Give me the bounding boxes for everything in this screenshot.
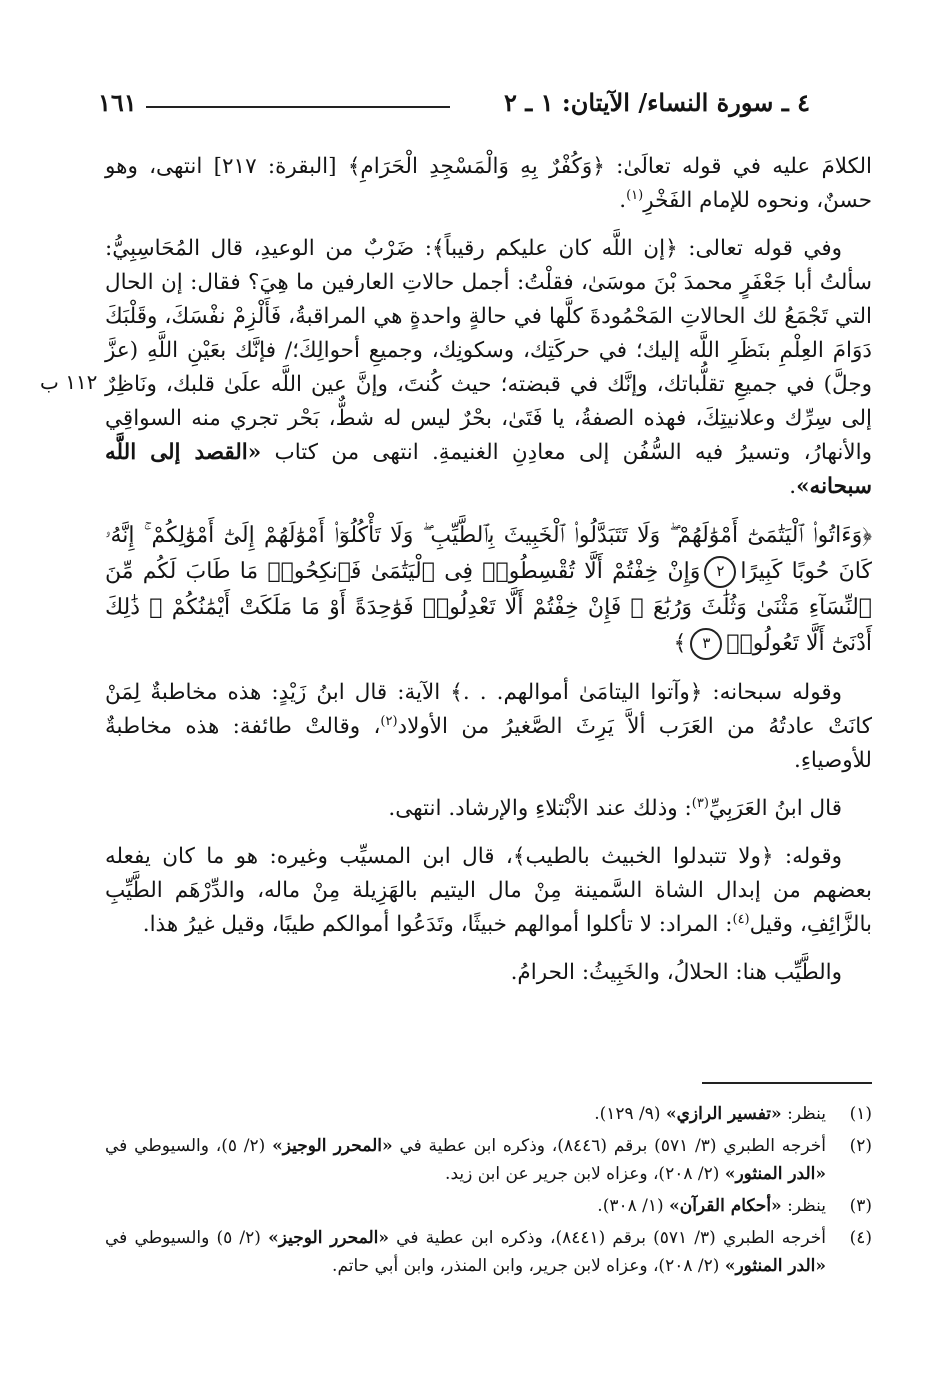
footnote-text [105, 1224, 826, 1280]
text: ، قال ابن المسيِّب وغيره: هو ما كان يفعله بعضهم من إبدال الشاة السَّمينة مِنْ مال اليتيم بالهَزِيلة مِنْ ماله، والدِّرْهَم الطَّيِّبِ بالزَّائِفِ، وقيل [105, 844, 872, 937]
page-number: ١٦١ [98, 88, 137, 117]
running-title: ٤ ـ سورة النساء/ الآيتان: ١ ـ ٢ [504, 88, 810, 117]
text: (١/ ٣٠٨). [597, 1196, 670, 1216]
footnotes [105, 1100, 872, 1284]
text: قال ابنُ العَرَبِيِّ [708, 796, 842, 821]
text: (٢/ ٢٠٨)، وعزاه لابن جرير عن ابن زيد. [445, 1164, 725, 1184]
paragraph-3 [105, 676, 872, 778]
ayah-number-icon: ٣ [690, 628, 722, 660]
text: . [619, 188, 627, 213]
text: ، وقالتْ طائفة: هذه مخاطبةٌ للأوصياءِ. [105, 714, 872, 773]
text: ينظر: [781, 1196, 826, 1216]
text: وفي قوله تعالى: [677, 236, 843, 261]
text: أخرجه الطبري (٣/ ٥٧١) برقم (٨٤٤٦)، وذكره ابن عطية في [392, 1136, 826, 1156]
paragraph-4 [105, 792, 872, 826]
paragraph-2 [105, 232, 872, 504]
text: . [789, 474, 797, 499]
quran-quote: ﴿ولا تتبدلوا الخبيث بالطيب﴾ [512, 844, 774, 869]
text: الكلامَ عليه في قوله تعالَىٰ: [604, 154, 873, 179]
footnote-2 [105, 1132, 872, 1188]
text: : المراد: لا تأكلوا أموالهم خبيثًا، وتَدَعُوا أموالكم طيبًا، وقيل غيرُ هذا. [142, 912, 733, 937]
footnote-text [105, 1100, 826, 1128]
text: (٢/ ٥)، والسيوطي في [105, 1136, 273, 1156]
footnote-number: (٣) [849, 1196, 872, 1216]
book-title: «القصد إلى اللَّه سبحانه» [105, 440, 872, 499]
cited-title: «المحرر الوجيز» [268, 1228, 390, 1248]
footnote-number: (٤) [849, 1228, 872, 1248]
quran-quote: ﴿وَكُفْرٌ بِهِ وَالْمَسْجِدِ الْحَرَامِ﴾ [347, 154, 605, 179]
cited-title: «الدر المنثور» [724, 1256, 826, 1276]
header-rule [146, 106, 450, 108]
text: (٢/ ٥) والسيوطي في [105, 1228, 269, 1248]
footnote-4 [105, 1224, 872, 1280]
text: : ضَرْبٌ من الوعيدِ، قال المُحَاسِبِيُّ: سألتُ أبا جَعْفَرٍ محمدَ بْنَ موسَىٰ، فقلْتُ: أجمل حالاتِ العارفين ما هِيَ؟ فقال: إن الحال التي تَجْمَعُ لك الحالاتِ المَحْمُودةَ كلَّها في حالةٍ واحدةٍ هي المراقبةُ، فَأَلْزِمْ نفْسَكَ، وقَلْبَكَ دَوَامَ العِلْمِ بنَظَرِ اللَّه إليك؛ في حركَتِك، وسكونِك، وجميعِ أحوالِكَ؛/ فإنَّك بعَيْنِ اللَّهِ (عزَّ وجلَّ) في جميعِ تقلُّباتك، وإنَّك في قبضته؛ حيث كُنتَ، وإنَّ عين اللَّه علَىٰ قلبك، ونَاظِرٌ إلى سِرِّك وعلانيتِكَ، فهذه الصفةُ، يا فَتَىٰ، بحْرٌ ليس له شطٌّ، بَحْر تجري منه السواقِي والأنهارُ، وتسيرُ فيه السُّفُن إلى معادِنِ الغنيمةِ. انتهى من كتاب [105, 236, 872, 465]
footnote-number: (١) [849, 1104, 872, 1124]
cited-title: «أحكام القرآن» [669, 1196, 782, 1216]
main-text [105, 150, 872, 1004]
footnote-ref-1: (١) [626, 187, 644, 203]
quran-quote: ﴿إن اللَّه كان عليكم رقيباً﴾ [431, 236, 678, 261]
verse-open-bracket: ﴿ [862, 523, 872, 548]
paragraph-6 [105, 956, 872, 990]
footnote-text [105, 1132, 826, 1188]
quran-quote: ﴿وآتوا اليتامَىٰ أموالهم. . .﴾ [450, 680, 703, 705]
footnote-ref-3: (٣) [691, 795, 709, 811]
text: ينظر: [781, 1104, 826, 1124]
footnote-text [105, 1192, 826, 1220]
cited-title: «المحرر الوجيز» [272, 1136, 393, 1156]
paragraph-5 [105, 840, 872, 942]
footnote-1 [105, 1100, 872, 1128]
page-header [98, 88, 810, 122]
verse-text-3: وَإِنْ خِفْتُمْ أَلَّا تُقْسِطُوا۟ فِى ٱلْيَتَٰمَىٰ فَٱنكِحُوا۟ مَا طَابَ لَكُم مِّنَ ٱلنِّسَآءِ مَثْنَىٰ وَثُلَٰثَ وَرُبَٰعَ ۖ فَإِنْ خِفْتُمْ أَلَّا تَعْدِلُوا۟ فَوَٰحِدَةً أَوْ مَا مَلَكَتْ أَيْمَٰنُكُمْ ۚ ذَٰلِكَ أَدْنَىٰٓ أَلَّا تَعُولُوا۟ [105, 559, 872, 656]
text: : وذلك عند الاْبْتلاءِ والإرشاد. انتهى. [388, 796, 692, 821]
footnote-3 [105, 1192, 872, 1220]
text: وقوله سبحانه: [702, 680, 842, 705]
text: (٩/ ١٢٩). [594, 1104, 666, 1124]
paragraph-1 [105, 150, 872, 218]
text: الآية: قال ابنُ زَيْدٍ: هذه مخاطبةٌ لِمَنْ كانَتْ عادتُهُ من العَرَب ألاَّ يَرِثَ الصَّغيرُ من الأولاد [105, 680, 872, 739]
verse-text-2: وَءَاتُوا۟ ٱلْيَتَٰمَىٰٓ أَمْوَٰلَهُمْ ۖ وَلَا تَتَبَدَّلُوا۟ ٱلْخَبِيثَ بِٱلطَّيِّبِ ۖ وَلَا تَأْكُلُوٓا۟ أَمْوَٰلَهُمْ إِلَىٰٓ أَمْوَٰلِكُمْ ۚ إِنَّهُۥ كَانَ حُوبًا كَبِيرًا [105, 523, 872, 584]
cited-title: «الدر المنثور» [724, 1164, 826, 1184]
text: وقوله: [773, 844, 842, 869]
footnote-number: (٢) [849, 1136, 872, 1156]
footnote-ref-2: (٢) [380, 713, 398, 729]
cited-title: «تفسير الرازي» [665, 1104, 782, 1124]
margin-note: ١١٢ ب [40, 370, 98, 394]
footnote-separator [702, 1082, 872, 1084]
text: والطَّيِّب هنا: الحلالُ، والخَبِيثُ: الحرامُ. [510, 960, 842, 985]
ayah-number-icon: ٢ [704, 556, 736, 588]
text: أخرجه الطبري (٣/ ٥٧١) برقم (٨٤٤١)، وذكره ابن عطية في [389, 1228, 827, 1248]
quran-verse-block [105, 518, 872, 662]
footnote-ref-4: (٤) [732, 911, 750, 927]
text: (٢/ ٢٠٨)، وعزاه لابن جرير، وابن المنذر، وابن أبي حاتم. [332, 1256, 725, 1276]
text: [البقرة: ٢١٧] انتهى، وهو حسنٌ، ونحوه للإمام الفَخْرِ [105, 154, 872, 213]
verse-close-bracket: ﴾ [673, 631, 687, 656]
